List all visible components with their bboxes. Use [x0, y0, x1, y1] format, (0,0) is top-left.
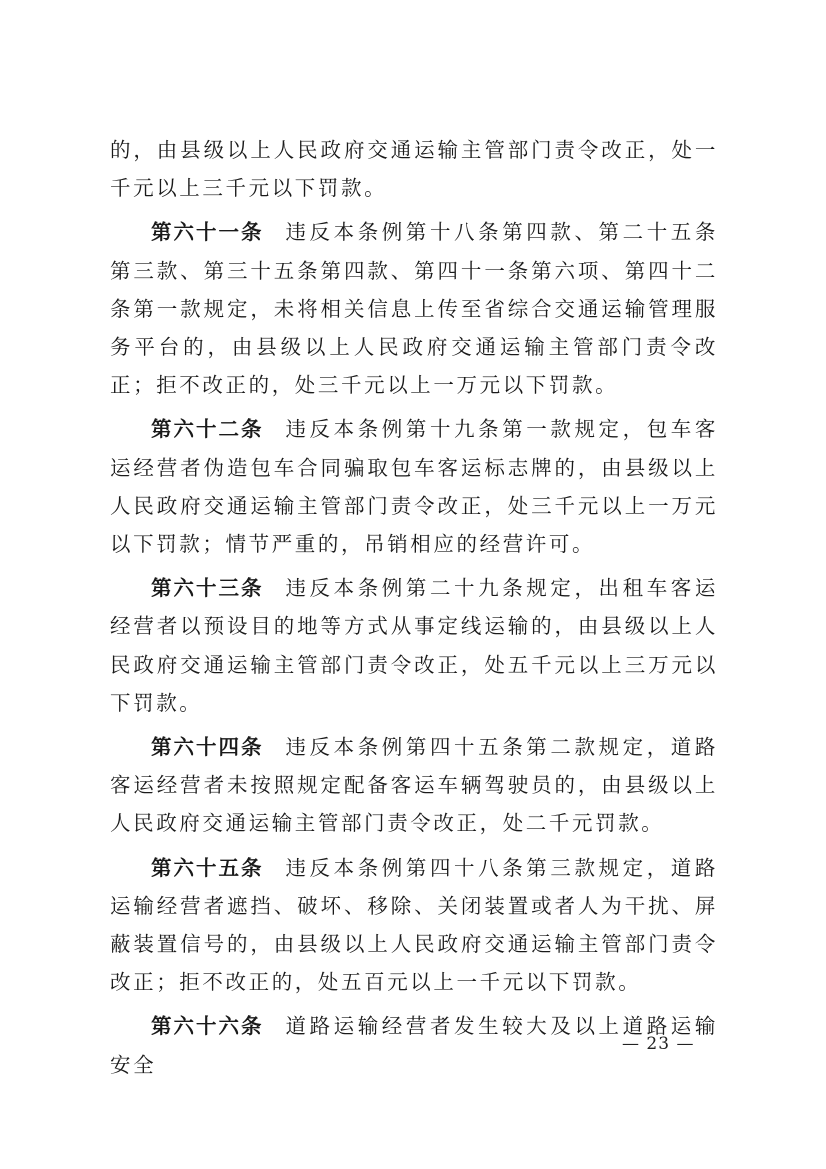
paragraph-text: 的，由县级以上人民政府交通运输主管部门责令改正，处一千元以上三千元以下罚款。: [110, 138, 718, 201]
article-heading: 第六十三条: [151, 576, 264, 601]
article-65: [110, 849, 718, 1002]
article-62: [110, 410, 718, 563]
article-63: [110, 569, 718, 722]
article-text: 违反本条例第十八条第四款、第二十五条第三款、第三十五条第四款、第四十一条第六项、第四十二条第一款规定，未将相关信息上传至省综合交通运输管理服务平台的，由县级以上人民政府交通运输主管部门责令改正；拒不改正的，处三千元以上一万元以下罚款。: [110, 220, 718, 398]
page-number: — 23 —: [622, 1034, 695, 1054]
article-text: 违反本条例第四十八条第三款规定，道路运输经营者遮挡、破坏、移除、关闭装置或者人为干扰、屏蔽装置信号的，由县级以上人民政府交通运输主管部门责令改正；拒不改正的，处五百元以上一千元以下罚款。: [110, 855, 718, 995]
article-text: 违反本条例第二十九条规定，出租车客运经营者以预设目的地等方式从事定线运输的，由县级以上人民政府交通运输主管部门责令改正，处五千元以上三万元以下罚款。: [110, 576, 718, 715]
document-body: [110, 131, 718, 1090]
article-61: [110, 213, 718, 404]
article-heading: 第六十六条: [151, 1014, 264, 1039]
article-heading: 第六十五条: [151, 855, 264, 880]
article-heading: 第六十四条: [151, 735, 264, 760]
paragraph-continuation: [110, 131, 718, 207]
article-64: [110, 728, 718, 843]
article-heading: 第六十二条: [151, 417, 264, 442]
article-text: 违反本条例第十九条第一款规定，包车客运经营者伪造包车合同骗取包车客运标志牌的，由县级以上人民政府交通运输主管部门责令改正，处三千元以上一万元以下罚款；情节严重的，吊销相应的经营许可。: [110, 417, 718, 557]
article-text: 道路运输经营者发生较大及以上道路运输安全: [110, 1014, 718, 1077]
article-text: 违反本条例第四十五条第二款规定，道路客运经营者未按照规定配备客运车辆驾驶员的，由县级以上人民政府交通运输主管部门责令改正，处二千元罚款。: [110, 735, 718, 836]
article-heading: 第六十一条: [151, 220, 264, 245]
